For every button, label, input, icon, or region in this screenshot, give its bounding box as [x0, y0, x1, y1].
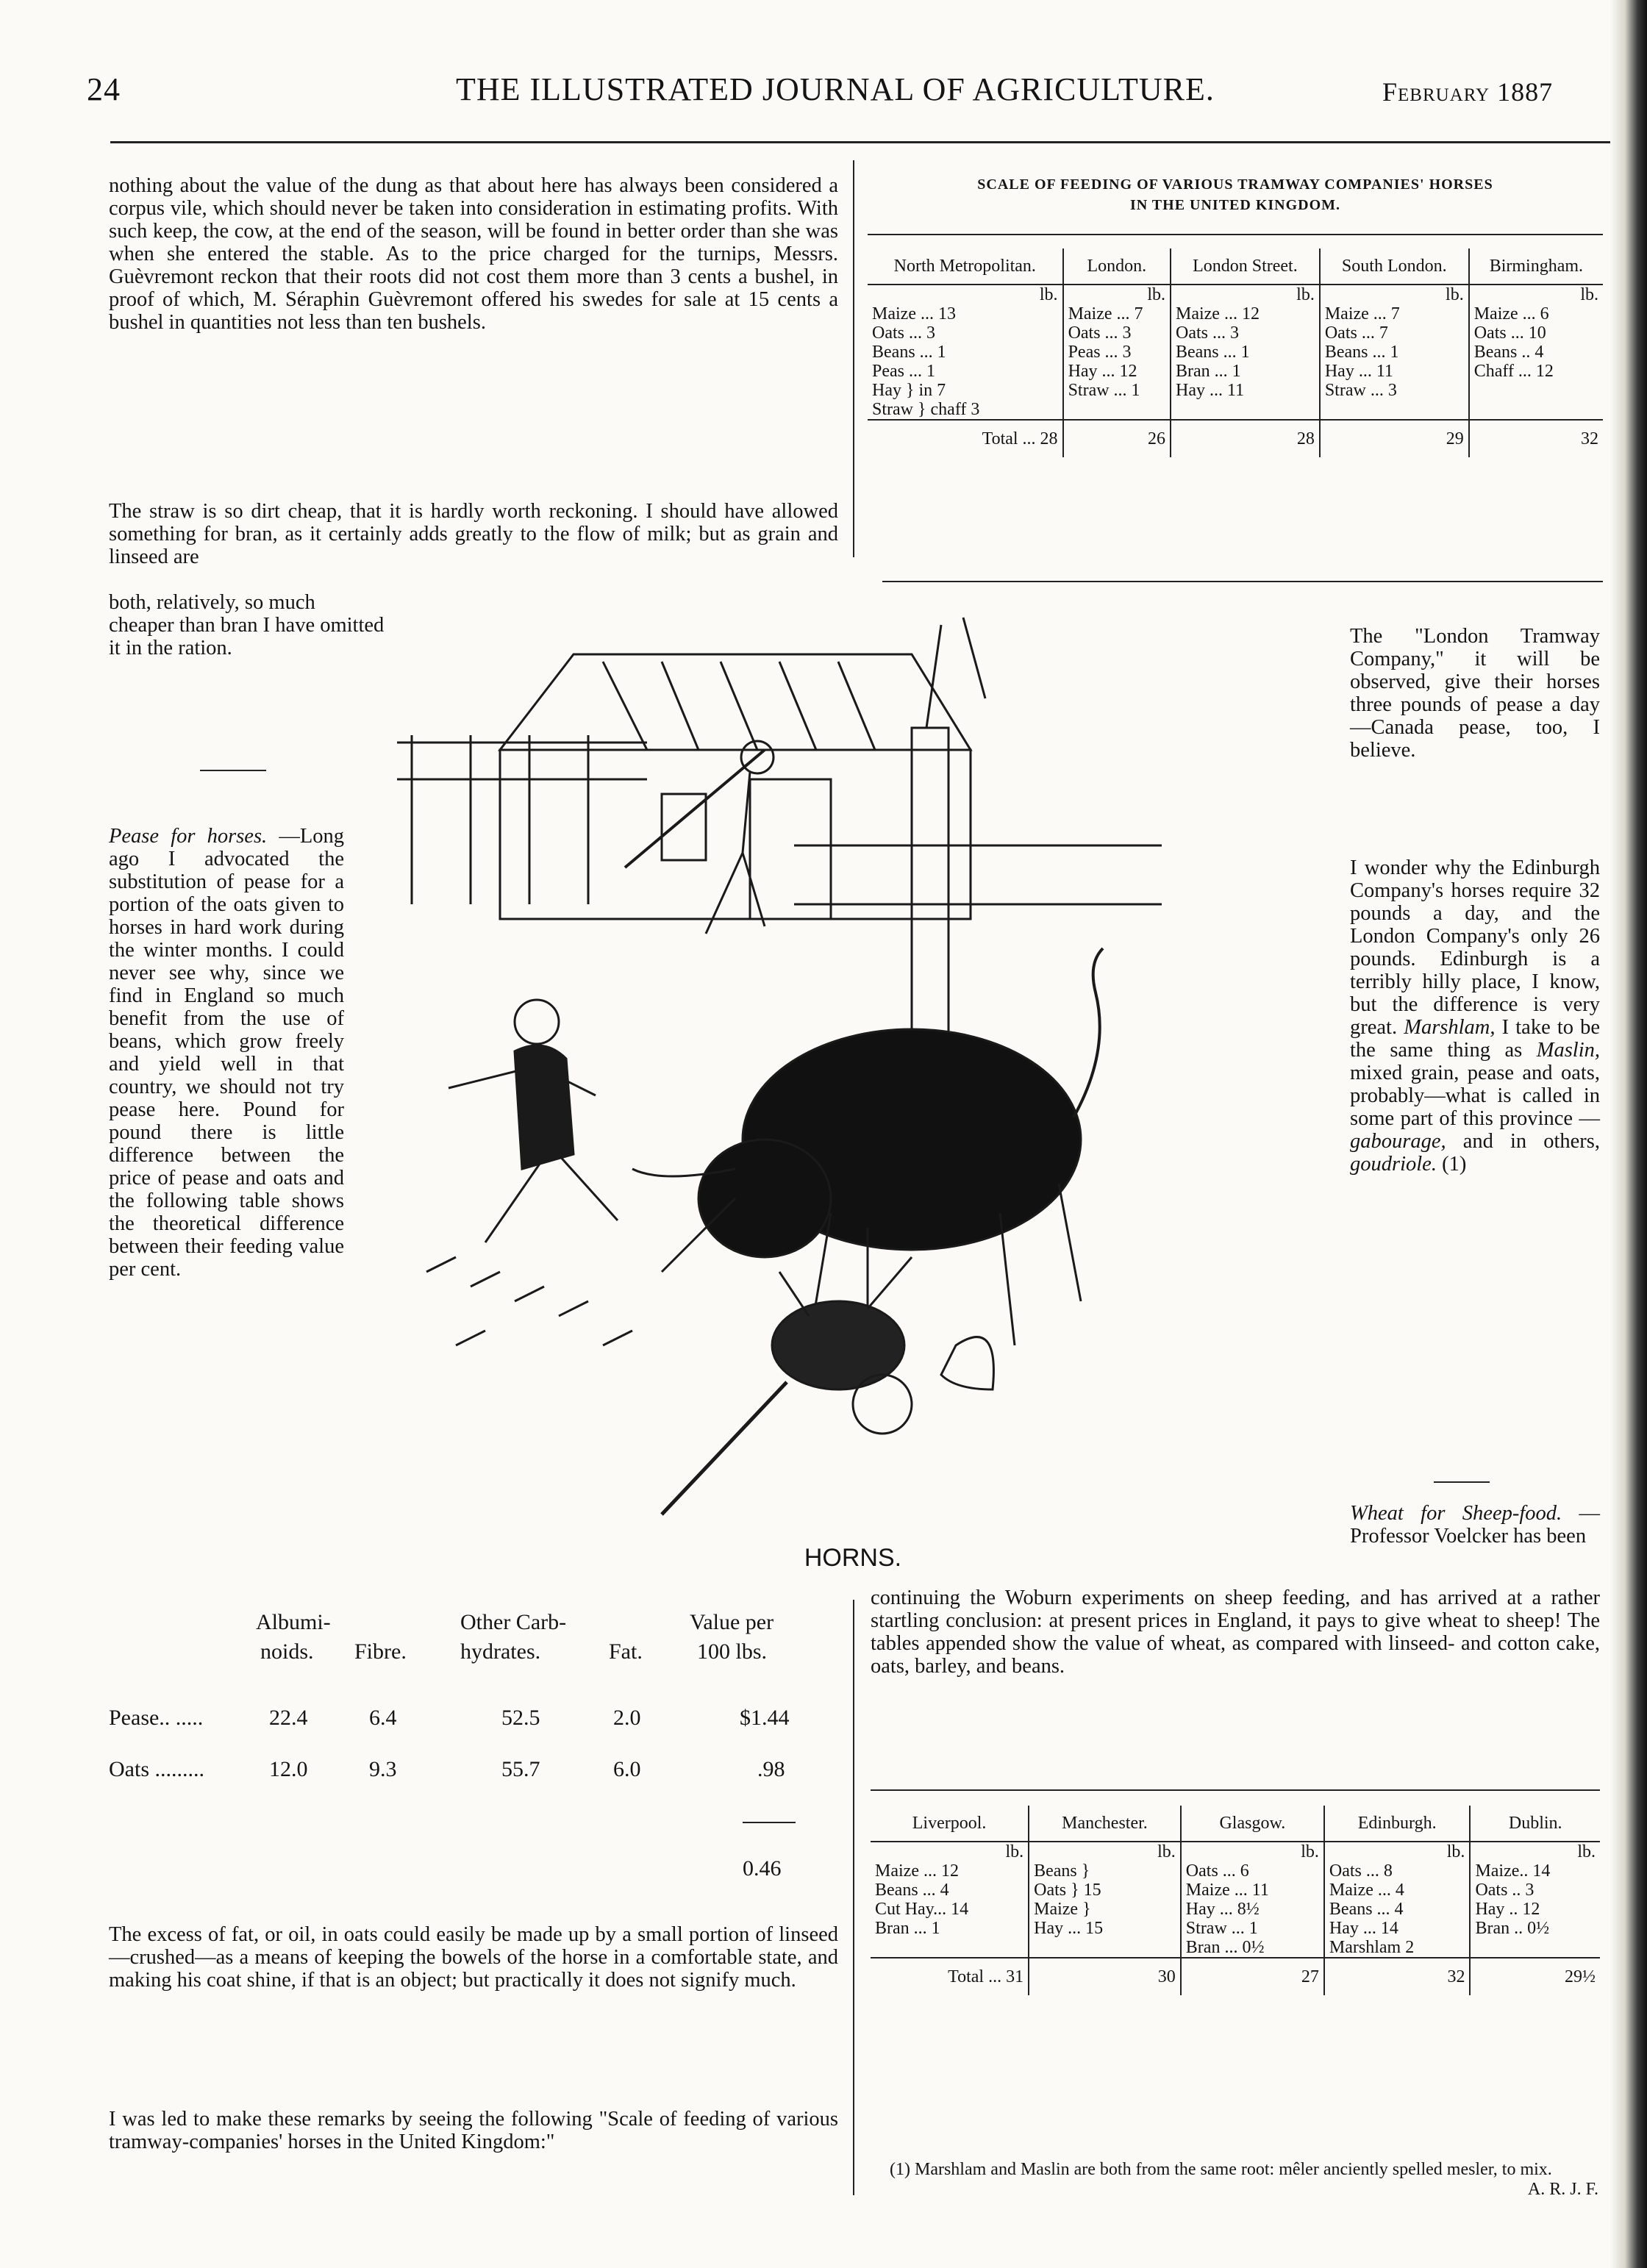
scale-table-cell: Hay ... 11 [1171, 381, 1320, 400]
wheat-heading: Wheat for Sheep-food. [1350, 1502, 1562, 1525]
column-rule-top [853, 160, 854, 557]
cities-table-cell: Beans } [1029, 1861, 1181, 1881]
scale-table-cell [1469, 381, 1603, 400]
nt-cell: 52.5 [501, 1706, 540, 1730]
footnote [890, 2160, 1598, 2200]
cities-table-header: Liverpool. [871, 1806, 1029, 1842]
cities-table-cell: Oats } 15 [1029, 1881, 1181, 1900]
scale-table-cell: Peas ... 1 [868, 362, 1063, 381]
nt-row-name: Pease.. ..... [109, 1706, 204, 1730]
scale-table-unit: lb. [868, 285, 1063, 304]
goudriole-word: goudriole. [1350, 1153, 1437, 1176]
pease-section [109, 825, 344, 1281]
scale-table-cell: Oats ... 3 [1171, 323, 1320, 343]
nt-header-othercarb: Other Carb- [460, 1610, 567, 1634]
scale-table-cell: Maize ... 13 [868, 304, 1063, 323]
scale-title-2: IN THE UNITED KINGDOM. [1129, 197, 1341, 213]
scale-table-cell: Maize ... 7 [1320, 304, 1469, 323]
cities-table-cell: Bran ... 0½ [1181, 1938, 1324, 1958]
cities-table-cell [1470, 1938, 1600, 1958]
nt-header-fat: Fat. [609, 1639, 643, 1664]
footnote-text: (1) Marshlam and Maslin are both from the same root: mêler anciently spelled mesler, to mix. [890, 2160, 1552, 2179]
nt-cell: 6.0 [613, 1757, 641, 1781]
cities-table-cell: Hay ... 14 [1324, 1919, 1471, 1938]
edinburgh-text: I wonder why the Edinburgh Company's horses require 32 pounds a day, and the London Company's only 26 pounds. Edinburgh is a terribly hilly place, I know, but the difference is very great. [1350, 856, 1600, 1039]
scale-table-total: Total ... 28 [868, 420, 1063, 457]
scale-table-cell: Oats ... 10 [1473, 323, 1546, 343]
cities-table-cell [1029, 1938, 1181, 1958]
cities-table-header: Glasgow. [1181, 1806, 1324, 1842]
nutrition-table [109, 1610, 844, 1801]
nt-cell: 12.0 [269, 1757, 308, 1781]
barn-roof-shape [500, 654, 971, 750]
paragraph-edinburgh [1350, 856, 1600, 1176]
scale-table-header: South London. [1320, 248, 1469, 285]
cities-table-cell: Beans ... 4 [1324, 1900, 1471, 1919]
scale-table-cell: Maize ... 12 [1171, 304, 1320, 323]
issue-date: February 1887 [1382, 77, 1554, 107]
scale-table-cell [1469, 400, 1603, 420]
scale-table-total: 29 [1320, 420, 1469, 457]
cities-table-unit: lb. [1029, 1842, 1181, 1861]
scale-table-cell: Bran ... 1 [1171, 362, 1320, 381]
illustration-caption: HORNS. [804, 1544, 902, 1572]
scale-top-rule [868, 234, 1603, 235]
cities-table-cell: Oats .. 3 [1475, 1881, 1535, 1900]
cities-table-unit: lb. [871, 1842, 1029, 1861]
cities-table-cell: Bran ... 1 [871, 1919, 1029, 1938]
cities-table-cell: Hay ... 8½ [1181, 1900, 1324, 1919]
nt-cell: 6.4 [369, 1706, 397, 1730]
scale-table [868, 248, 1603, 457]
scale-table-cell: Beans ... 1 [1320, 343, 1469, 362]
nt-cell: 9.3 [369, 1757, 397, 1781]
scale-table-header: North Metropolitan. [868, 248, 1063, 285]
right-separator-rule [1434, 1481, 1490, 1483]
scale-table-total: 28 [1171, 420, 1320, 457]
cities-table-cell: Maize ... 4 [1324, 1881, 1471, 1900]
edinburgh-text-and: and in others, [1462, 1130, 1600, 1153]
separator-rule [200, 770, 266, 771]
cities-table-header: Manchester. [1029, 1806, 1181, 1842]
scale-bottom-rule [882, 581, 1603, 582]
scale-table-cell: Oats ... 7 [1320, 323, 1469, 343]
cities-table-cell: Maize ... 12 [871, 1861, 1029, 1881]
scale-table-cell [1063, 400, 1171, 420]
cities-table-total: 27 [1181, 1958, 1324, 1995]
pease-text: —Long ago I advocated the substitution of pease for a portion of the oats given to horses in hard work during the winter months. I could never see why, since we find in England so much benefit from the use of beans, which grow freely and yield well in that country, we should not try pease here. Pound for pound there is little difference between the price of pease and oats and the following table shows the theoretical difference between their feeding value per cent. [109, 825, 344, 1281]
paragraph-london-tramway [1350, 625, 1600, 762]
paragraph-fat-oats: The excess of fat, or oil, in oats could easily be made up by a small portion of linseed—crushed—as a means of keeping the bowels of the horse in a comfortable state, and making his coat shine, if that is an object; but practically it does not signify much. [109, 1923, 838, 1992]
page-number: 24 [87, 71, 121, 107]
scale-table-cell: Oats ... 3 [1063, 323, 1171, 343]
footnote-ref: (1) [1442, 1153, 1467, 1176]
scale-table-cell: Hay ... 12 [1063, 362, 1171, 381]
nt-cell: .98 [757, 1757, 785, 1781]
scale-table-cell: Straw ... 1 [1063, 381, 1171, 400]
nt-header-valueper: Value per [690, 1610, 774, 1634]
scale-table-cell: Chaff ... 12 [1473, 362, 1554, 381]
scale-table-cell: Beans ... 1 [868, 343, 1063, 362]
scale-table-total: 26 [1063, 420, 1171, 457]
nt-cell: 22.4 [269, 1706, 308, 1730]
cities-table-header: Dublin. [1470, 1806, 1600, 1842]
cities-table-cell: Hay .. 12 [1475, 1900, 1540, 1919]
cities-table-unit: lb. [1577, 1842, 1596, 1861]
paragraph-bran: both, relatively, so much cheaper than bran I have omitted it in the ration. [109, 591, 385, 659]
cities-table-cell: Maize } [1029, 1900, 1181, 1919]
scale-table-cell [1171, 400, 1320, 420]
cities-table-total: 30 [1029, 1958, 1181, 1995]
marshlam-word: Marshlam, [1404, 1016, 1496, 1039]
cities-table-cell: Oats ... 6 [1181, 1861, 1324, 1881]
scale-table-header: London Street. [1171, 248, 1320, 285]
nt-header-fibre: Fibre. [354, 1639, 407, 1664]
column-rule-bottom [853, 1600, 854, 2195]
nt-cell: $1.44 [740, 1706, 790, 1730]
cities-table-cell: Hay ... 15 [1029, 1919, 1181, 1938]
cities-table-cell: Maize.. 14 [1475, 1861, 1551, 1881]
journal-title: THE ILLUSTRATED JOURNAL OF AGRICULTURE. [456, 71, 1215, 107]
scale-table-unit: lb. [1580, 285, 1598, 304]
scale-table-unit: lb. [1063, 285, 1171, 304]
horns-illustration [353, 610, 1338, 1551]
scale-table-cell: Peas ... 3 [1063, 343, 1171, 362]
scale-table-cell: Straw ... 3 [1320, 381, 1469, 400]
scale-table-cell [1320, 400, 1469, 420]
nt-cell: 55.7 [501, 1757, 540, 1781]
cities-table-cell: Oats ... 8 [1324, 1861, 1471, 1881]
cities-table-total: 32 [1324, 1958, 1471, 1995]
scale-table-cell: Maize ... 6 [1473, 304, 1549, 323]
cities-table-cell [871, 1938, 1029, 1958]
cities-top-rule [871, 1789, 1600, 1791]
scale-table-header: Birmingham. [1469, 248, 1603, 285]
scanned-margin-edge [1610, 0, 1647, 2268]
cities-table-cell: Beans ... 4 [871, 1881, 1029, 1900]
nt-header-100lbs: 100 lbs. [697, 1639, 768, 1664]
scale-table-unit: lb. [1320, 285, 1469, 304]
nt-cell: 2.0 [613, 1706, 641, 1730]
scale-table-cell: Hay ... 11 [1320, 362, 1469, 381]
london-tramway-text: The "London Tramway Company," it will be observed, give their horses three pounds of pease a day—Canada pease, too, I believe. [1350, 625, 1600, 762]
wheat-intro: — Professor Voelcker has been [1350, 1502, 1601, 1548]
paragraph-dung-value: nothing about the value of the dung as that about here has always been considered a corpus vile, which should never be taken into consideration in estimating profits. With such keep, the cow, at the end of the season, will be found in better order than she was when she entered the stable. As to the price charged for the turnips, Messrs. Guèvremont reckon that their roots did not cost them more than 3 cents a bushel, in proof of which, M. Séraphin Guèvremont offered his swedes for sale at 15 cents a bushel in quantities not less than ten bushels. [109, 174, 838, 334]
cities-table-cell: Cut Hay... 14 [871, 1900, 1029, 1919]
paragraph-straw: The straw is so dirt cheap, that it is hardly worth reckoning. I should have allowed something for bran, as it certainly adds greatly to the flow of milk; but as grain and linseed are [109, 500, 838, 568]
scale-table-cell: Straw } chaff 3 [868, 400, 1063, 420]
gabourage-word: gabourage, [1350, 1130, 1446, 1153]
cities-table-cell: Bran .. 0½ [1475, 1919, 1550, 1938]
wheat-heading-block [1350, 1502, 1600, 1548]
scale-table-cell: Maize ... 7 [1063, 304, 1171, 323]
nt-difference-rule [743, 1822, 796, 1823]
cities-table-total: 29½ [1470, 1958, 1600, 1995]
nt-difference: 0.46 [743, 1856, 782, 1881]
cities-table-header: Edinburgh. [1324, 1806, 1471, 1842]
cities-table-cell: Marshlam 2 [1324, 1938, 1471, 1958]
scale-table-total: 32 [1469, 420, 1603, 457]
nt-header-noids: noids. [260, 1639, 314, 1664]
cities-table-unit: lb. [1324, 1842, 1471, 1861]
edinburgh-text-mid2: mixed grain, pease and oats, probably—what is called in some part of this province — [1350, 1062, 1600, 1130]
scale-table-cell: Hay } in 7 [868, 381, 1063, 400]
scale-table-cell: Beans .. 4 [1473, 343, 1544, 362]
header-rule [110, 141, 1610, 143]
scale-table-cell: Beans ... 1 [1171, 343, 1320, 362]
cities-table-total: Total ... 31 [871, 1958, 1029, 1995]
cities-table-cell: Maize ... 11 [1181, 1881, 1324, 1900]
nt-header-albumi: Albumi- [256, 1610, 331, 1634]
cities-table-unit: lb. [1181, 1842, 1324, 1861]
scale-title-1: SCALE OF FEEDING OF VARIOUS TRAMWAY COMPANIES' HORSES [977, 176, 1493, 193]
scale-table-unit: lb. [1171, 285, 1320, 304]
pease-heading: Pease for horses. [109, 825, 268, 848]
paragraph-wheat: continuing the Woburn experiments on sheep feeding, and has arrived at a rather startling conclusion: at present prices in England, it pays to give wheat to sheep! The tables appended show the value of wheat, as compared with linseed- and cotton cake, oats, barley, and beans. [871, 1586, 1600, 1678]
paragraph-seeing-following: I was led to make these remarks by seeing the following "Scale of feeding of various tramway-companies' horses in the United Kingdom:" [109, 2108, 838, 2153]
nt-row-name: Oats ......... [109, 1757, 204, 1781]
maslin-word: Maslin, [1536, 1039, 1600, 1062]
edinburgh-text-mid: I take to be the same thing as [1350, 1016, 1601, 1062]
cities-table [871, 1806, 1600, 1995]
scale-table-header: London. [1063, 248, 1171, 285]
footnote-signature: A. R. J. F. [1527, 2180, 1598, 2199]
nt-header-hydrates: hydrates. [460, 1639, 541, 1664]
scale-table-cell: Oats ... 3 [868, 323, 1063, 343]
cities-table-cell: Straw ... 1 [1181, 1919, 1324, 1938]
